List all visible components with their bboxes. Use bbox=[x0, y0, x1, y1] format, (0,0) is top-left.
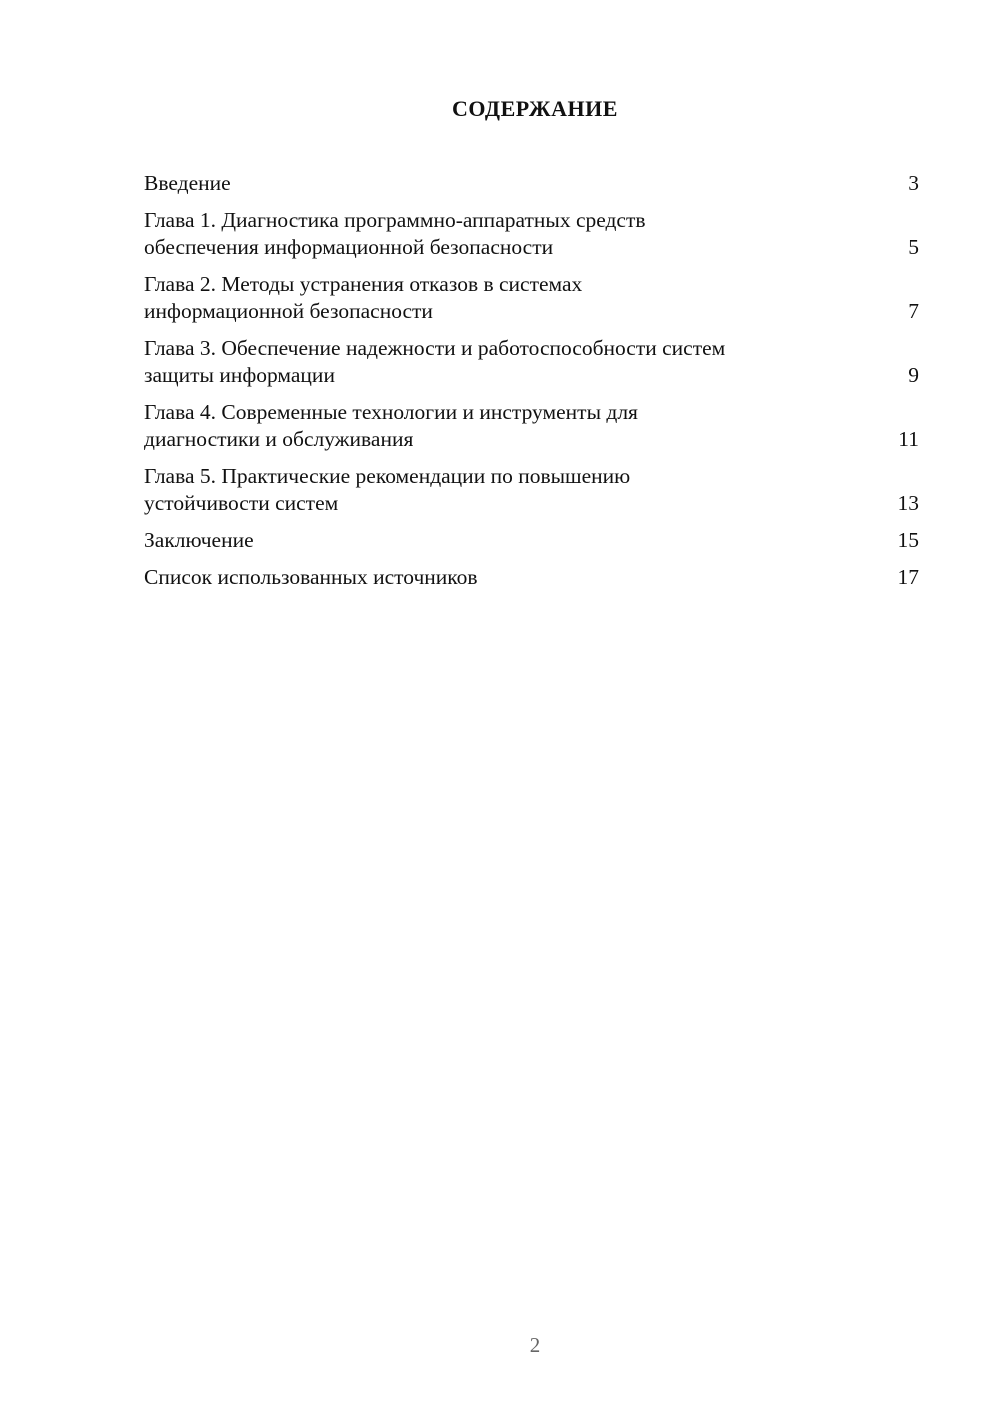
toc-entry-title: Заключение bbox=[144, 528, 254, 552]
toc-entry-conclusion[interactable] bbox=[144, 527, 919, 554]
toc-entry-page: 7 bbox=[908, 299, 919, 323]
toc-entry-chapter-1[interactable] bbox=[144, 207, 919, 261]
toc-entry-title: Глава 1. Диагностика программно-аппаратных средств обеспечения информационной безопасности bbox=[144, 208, 646, 259]
toc-entry-references[interactable] bbox=[144, 564, 919, 591]
page-number: 2 bbox=[529, 1333, 541, 1357]
toc-entry-title: Глава 4. Современные технологии и инструменты для диагностики и обслуживания bbox=[144, 400, 638, 451]
toc-entry-page: 9 bbox=[908, 363, 919, 387]
table-of-contents bbox=[144, 170, 919, 591]
toc-entry-chapter-4[interactable] bbox=[144, 399, 919, 453]
toc-entry-chapter-2[interactable] bbox=[144, 271, 919, 325]
toc-title: СОДЕРЖАНИЕ bbox=[452, 96, 618, 121]
toc-entry-title: Список использованных источников bbox=[144, 565, 478, 589]
toc-entry-title: Введение bbox=[144, 171, 231, 195]
toc-entry-title: Глава 3. Обеспечение надежности и работоспособности систем защиты информации bbox=[144, 336, 726, 387]
toc-entry-title: Глава 2. Методы устранения отказов в системах информационной безопасности bbox=[144, 272, 583, 323]
toc-entry-page: 15 bbox=[897, 528, 919, 552]
toc-entry-title: Глава 5. Практические рекомендации по повышению устойчивости систем bbox=[144, 464, 631, 515]
toc-entry-chapter-3[interactable] bbox=[144, 335, 919, 389]
toc-entry-page: 3 bbox=[908, 171, 919, 195]
toc-entry-page: 5 bbox=[908, 235, 919, 259]
toc-entry-chapter-5[interactable] bbox=[144, 463, 919, 517]
toc-entry-page: 11 bbox=[898, 427, 919, 451]
toc-entry-introduction[interactable] bbox=[144, 170, 919, 197]
toc-entry-page: 17 bbox=[897, 565, 919, 589]
toc-entry-page: 13 bbox=[897, 491, 919, 515]
